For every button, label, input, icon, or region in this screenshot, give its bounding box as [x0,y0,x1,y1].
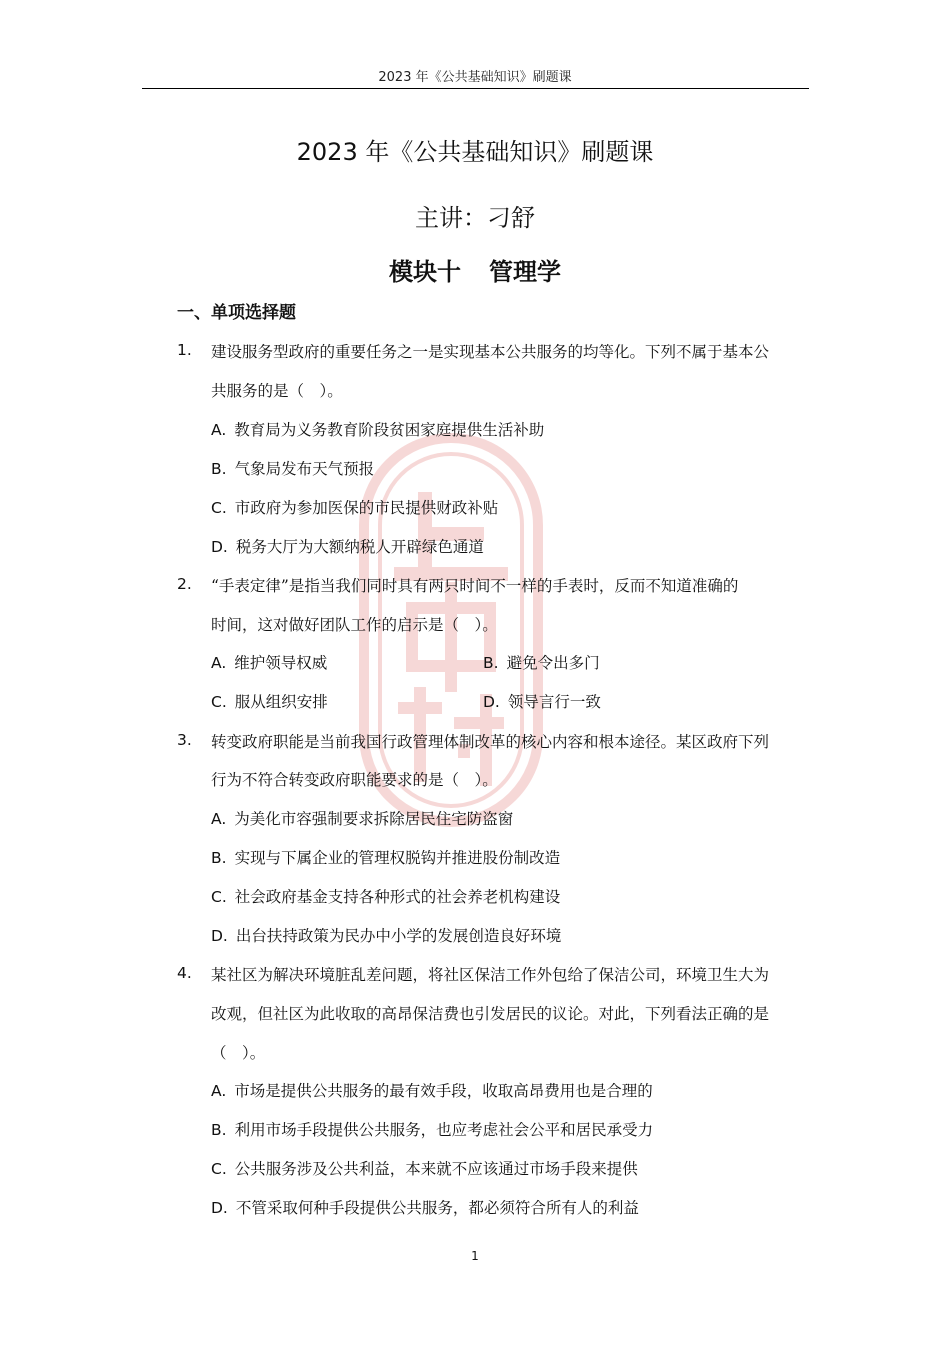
option-b [483,651,600,673]
option-d [211,535,484,557]
option-d [211,1196,639,1218]
option-letter: B. [211,1121,227,1139]
lecturer-line: 主讲：刁舒 [415,204,535,232]
question-text-line: 某社区为解决环境脏乱差问题，将社区保洁工作外包给了保洁公司，环境卫生大为 [211,966,770,984]
question-text-line: （ ）。 [211,1044,266,1062]
option-text: 避免令出多门 [506,654,600,672]
module-label: 模块十 [389,258,461,286]
module-heading [0,252,950,287]
option-letter: D. [483,693,500,711]
option-text: 为美化市容强制要求拆除居民住宅防盗窗 [234,810,514,828]
option-d [483,690,601,712]
option-letter: D. [211,927,228,945]
option-text: 服从组织安排 [234,693,328,711]
option-b [211,1118,653,1140]
option-text: 实现与下属企业的管理权脱钩并推进股份制改造 [234,849,561,867]
option-letter: B. [483,654,499,672]
option-text: 教育局为义务教育阶段贫困家庭提供生活补助 [234,421,545,439]
header-rule [142,88,809,89]
option-c [211,496,498,518]
option-letter: D. [211,1199,228,1217]
document-title: 2023 年《公共基础知识》刷题课 [296,138,654,166]
option-b [211,457,374,479]
option-d [211,924,561,946]
option-text: 公共服务涉及公共利益，本来就不应该通过市场手段来提供 [234,1160,638,1178]
option-letter: B. [211,460,227,478]
option-text: 市场是提供公共服务的最有效手段，收取高昂费用也是合理的 [234,1082,653,1100]
question-number: 3. [177,731,192,749]
option-letter: C. [211,693,227,711]
question-text-line: 建设服务型政府的重要任务之一是实现基本公共服务的均等化。下列不属于基本公 [211,343,770,361]
option-a [211,807,513,829]
option-text: 气象局发布天气预报 [234,460,375,478]
option-text: 领导言行一致 [507,693,601,711]
option-a [211,1079,653,1101]
option-text: 市政府为参加医保的市民提供财政补贴 [234,499,499,517]
page-number: 1 [471,1249,479,1263]
question-number: 2. [177,575,192,593]
option-letter: D. [211,538,228,556]
option-letter: A. [211,1082,227,1100]
question-text-line: 转变政府职能是当前我国行政管理体制改革的核心内容和根本途径。某区政府下列 [211,733,770,751]
option-c [211,1157,638,1179]
option-letter: A. [211,421,227,439]
module-subject: 管理学 [489,258,561,286]
question-number: 4. [177,964,192,982]
option-letter: A. [211,810,227,828]
running-header: 2023 年《公共基础知识》刷题课 [378,70,572,85]
option-letter: C. [211,1160,227,1178]
section-heading: 一、单项选择题 [177,303,296,323]
option-text: 维护领导权威 [234,654,328,672]
option-b [211,846,560,868]
question-number: 1. [177,341,192,359]
option-letter: A. [211,654,227,672]
option-text: 利用市场手段提供公共服务，也应考虑社会公平和居民承受力 [234,1121,654,1139]
option-text: 税务大厅为大额纳税人开辟绿色通道 [235,538,484,556]
option-c [211,885,560,907]
option-text: 不管采取何种手段提供公共服务，都必须符合所有人的利益 [235,1199,639,1217]
option-a [211,418,544,440]
option-c [211,690,328,712]
question-text-line: 时间，这对做好团队工作的启示是（ ）。 [211,616,498,634]
question-text-line: 行为不符合转变政府职能要求的是（ ）。 [211,771,498,789]
option-text: 社会政府基金支持各种形式的社会养老机构建设 [234,888,561,906]
option-letter: C. [211,888,227,906]
option-letter: B. [211,849,227,867]
question-text-line: 改观，但社区为此收取的高昂保洁费也引发居民的议论。对此，下列看法正确的是 [211,1005,770,1023]
question-text-line: “手表定律”是指当我们同时具有两只时间不一样的手表时，反而不知道准确的 [211,577,739,595]
option-a [211,651,327,673]
option-letter: C. [211,499,227,517]
option-text: 出台扶持政策为民办中小学的发展创造良好环境 [235,927,562,945]
question-text-line: 共服务的是（ ）。 [211,382,343,400]
